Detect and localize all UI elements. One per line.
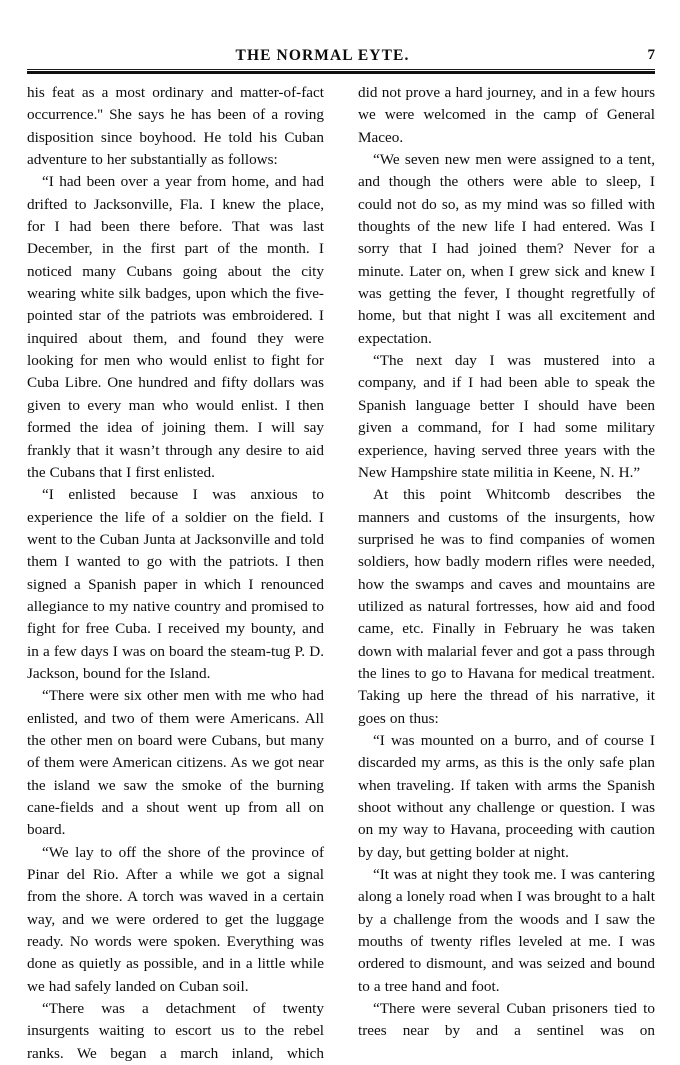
paragraph: did not prove a hard journey, and in a few hours we were welcomed in the camp of General Maceo. bbox=[358, 84, 655, 146]
paragraph: “We lay to off the shore of the province of Pinar del Rio. After a while we got a signal from the shore. A torch was waved in a certain way, and we were ordered to get the luggage ready. No words were spoken. Everything was done as quietly as possible, and in a little while we had safely landed on Cuban soil. bbox=[27, 843, 324, 995]
text-column-right bbox=[358, 82, 655, 1040]
paragraph: his feat as a most ordinary and matter-of-fact occurrence.'' She says he has been of a roving disposition since boyhood. He told his Cuban adventure to her substantially as follows: bbox=[27, 84, 324, 169]
header-rule bbox=[27, 69, 655, 77]
paragraph: “We seven new men were assigned to a tent, and though the others were able to sleep, I could not do so, as my mind was so filled with thoughts of the new life I had entered. Was I sorry that I had joined them? Never for a minute. Later on, when I grew sick and knew I was getting the fever, I thought regretfully of home, but that night I was all excitement and expectation. bbox=[358, 151, 655, 347]
publication-title: THE NORMAL EYTE. bbox=[235, 47, 410, 64]
paragraph: “I enlisted because I was anxious to experience the life of a soldier on the field. I went to the Cuban Junta at Jacksonville and told them I wanted to go with the patriots. I then signed a Spanish paper in which I renounced allegiance to my native country and promised to fight for free Cuba. I received my bounty, and in a few days I was on board the steam-tug P. D. Jackson, bound for the Island. bbox=[27, 486, 324, 682]
paragraph: “I had been over a year from home, and had drifted to Jacksonville, Fla. I knew the place, for I had been there before. That was last December, in the first part of the month. I noticed many Cubans going about the city wearing white silk badges, upon which the five-pointed star of the patriots was embroidered. I inquired about them, and found they were looking for men who would enlist to fight for Cuba Libre. One hundred and fifty dollars was given to every man who would enlist. I then formed the idea of joining them. I will say frankly that it wasn’t through any desire to aid the Cubans that I first enlisted. bbox=[27, 173, 324, 481]
header-rule-thin bbox=[27, 69, 655, 70]
page-number: 7 bbox=[647, 47, 655, 63]
paragraph: “There were six other men with me who had enlisted, and two of them were Americans. All the other men on board were Cubans, but many of them were American citizens. As we got near the island we saw the smoke of the burning cane-fields and a shout went up from all on board. bbox=[27, 687, 324, 839]
paragraph: “It was at night they took me. I was cantering along a lonely road when I was brought to a halt by a challenge from the woods and I saw the mouths of twenty rifles leveled at me. I was ordered to dismount, and was seized and bound to a tree hand and foot. bbox=[358, 866, 655, 995]
paragraph: At this point Whitcomb describes the manners and customs of the insurgents, how surprised he was to find companies of women soldiers, how badly modern rifles were needed, how the swamps and caves and mountains are utilized as natural fortresses, how aid and food came, etc. Finally in February he was taken down with malarial fever and got a pass through the lines to go to Havana for medical treatment. Taking up here the thread of his narrative, it goes on thus: bbox=[358, 486, 655, 727]
article-body bbox=[27, 82, 655, 1062]
paragraph: “I was mounted on a burro, and of course I discarded my arms, as this is the only safe plan when traveling. If taken with arms the Spanish shoot without any challenge or question. I was on my way to Havana, proceeding with caution by day, but getting bolder at night. bbox=[358, 731, 655, 861]
running-head bbox=[25, 46, 655, 68]
text-column-left bbox=[27, 82, 324, 1062]
header-rule-thick bbox=[27, 71, 655, 74]
paragraph: “The next day I was mustered into a company, and if I had been able to speak the Spanish language better I should have been given a command, for I had some military experience, having served three years with the New Hampshire state militia in Keene, N. H.” bbox=[358, 352, 655, 481]
paragraph: “There was a detachment of twenty insurgents waiting to escort us to the rebel ranks. We began a march inland, which bbox=[27, 1000, 324, 1062]
paragraph: “There were several Cuban prisoners tied to trees near by and a sentinel was on bbox=[358, 1000, 655, 1040]
